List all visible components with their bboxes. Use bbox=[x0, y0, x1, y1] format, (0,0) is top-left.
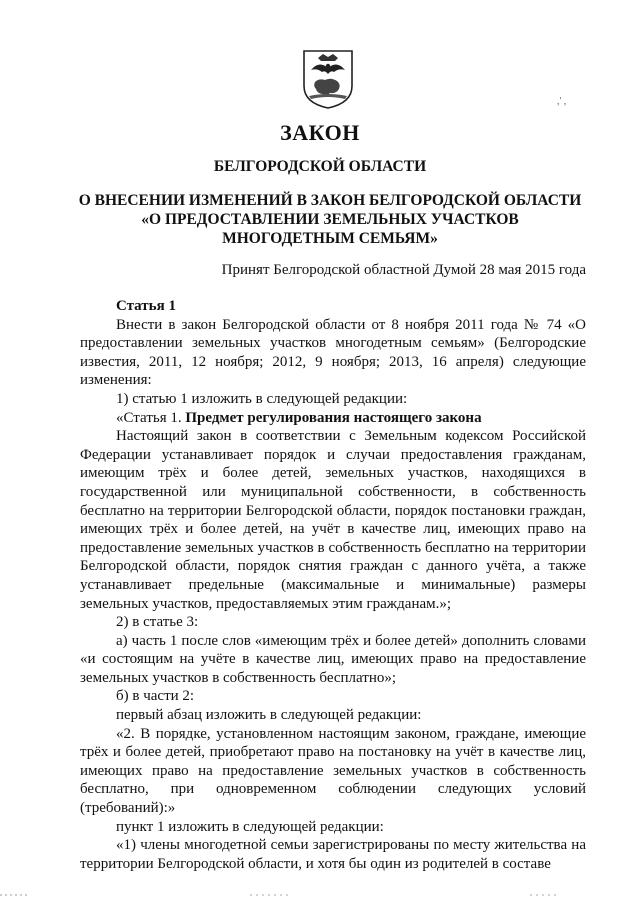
adoption-note: Принят Белгородской областной Думой 28 мая 2015 года bbox=[221, 262, 586, 278]
paragraph-5: 2) в статье 3: bbox=[116, 614, 199, 631]
law-heading-line-1: О ВНЕСЕНИИ ИЗМЕНЕНИЙ В ЗАКОН БЕЛГОРОДСКОЙ ОБЛАСТИ bbox=[78, 192, 582, 209]
paragraph-10: пункт 1 изложить в следующей редакции: bbox=[116, 818, 384, 835]
paragraph-7: б) в части 2: bbox=[116, 688, 195, 705]
article-title: Статья 1 bbox=[116, 298, 176, 314]
scan-mark: ,' , bbox=[557, 96, 567, 107]
law-heading bbox=[60, 191, 600, 248]
paragraph-3-prefix: «Статья 1. bbox=[116, 409, 186, 426]
law-heading-line-2: «О ПРЕДОСТАВЛЕНИИ ЗЕМЕЛЬНЫХ УЧАСТКОВ bbox=[141, 211, 519, 228]
law-heading-line-3: МНОГОДЕТНЫМ СЕМЬЯМ» bbox=[222, 230, 438, 247]
document-subtitle: БЕЛГОРОДСКОЙ ОБЛАСТИ bbox=[213, 158, 427, 175]
paragraph-6: а) часть 1 после слов «имеющим трёх и более детей» дополнить словами «и состоящим на учёте в качестве лиц, имеющих право на предоставление земельных участков в собственность бесплатно»; bbox=[80, 632, 586, 686]
article-body bbox=[80, 297, 586, 873]
document-title: ЗАКОН bbox=[280, 120, 360, 145]
paragraph-8: первый абзац изложить в следующей редакции: bbox=[116, 707, 422, 724]
paragraph-11: «1) члены многодетной семьи зарегистрированы по месту жительства на территории Белгородской области, и хотя бы один из родителей в составе bbox=[80, 837, 586, 872]
scan-artifact-line bbox=[0, 893, 640, 897]
paragraph-4: Настоящий закон в соответствии с Земельным кодексом Российской Федерации устанавливает порядок и случаи предоставления гражданам, имеющим трёх и более детей, земельных участков, находящихся в государственной или муниципальной собственности, в собственность бесплатно на территории Белгородской области, порядок постановки граждан, имеющих трёх и более детей, на учёт в качестве лиц, имеющих право на предоставление земельных участков в собственность бесплатно на территории Белгородской области, порядок снятия граждан с данного учёта, а также устанавливает предельные (максимальные и минимальные) размеры земельных участков, предоставляемых этим гражданам.»; bbox=[80, 428, 586, 612]
paragraph-3-bold: Предмет регулирования настоящего закона bbox=[185, 409, 482, 426]
paragraph-3 bbox=[80, 409, 586, 428]
paragraph-1: Внести в закон Белгородской области от 8 ноября 2011 года № 74 «О предоставлении земельных участков многодетным семьям» (Белгородские известия, 2011, 12 ноября; 2012, 9 ноября; 2013, 16 апреля) следующие изменения: bbox=[80, 316, 586, 389]
paragraph-2: 1) статью 1 изложить в следующей редакции: bbox=[116, 390, 408, 407]
paragraph-9: «2. В порядке, установленном настоящим законом, граждане, имеющие трёх и более детей, приобретают право на постановку на учёт в качестве лиц, имеющих право на предоставление земельных участков в собственность бесплатно, при одновременном соблюдении следующих условий (требований):» bbox=[80, 725, 586, 817]
belgorod-coat-of-arms-icon bbox=[301, 48, 355, 110]
